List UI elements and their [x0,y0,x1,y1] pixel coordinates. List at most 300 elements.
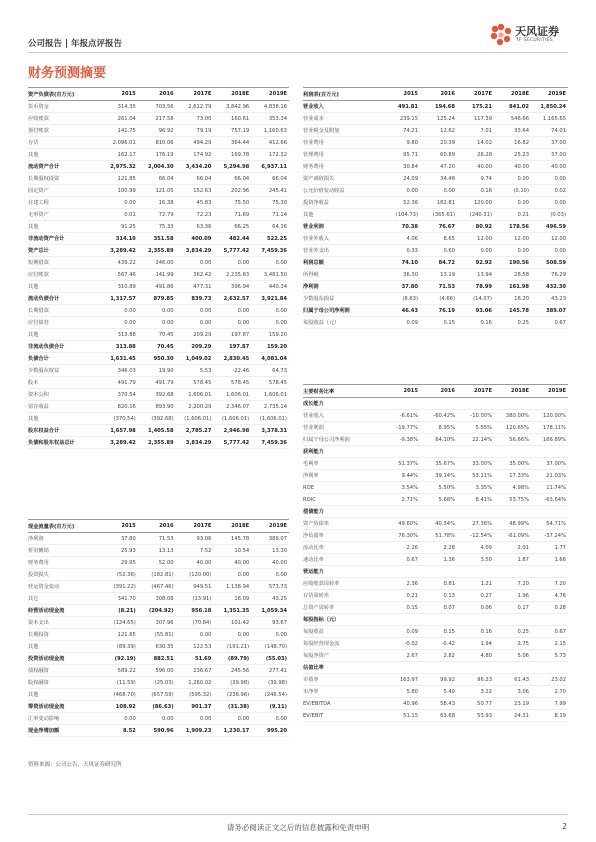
value-cell: (92.19) [100,653,138,665]
value-cell: 13.13 [138,545,176,557]
value-cell: 0.00 [251,713,289,725]
year-header-cell: 2016 [138,88,176,101]
row-label-cell: 应付账款 [28,269,100,281]
value-cell: 630.35 [138,641,176,653]
value-cell: 1,138.94 [213,581,251,593]
table-row [28,185,289,197]
value-cell: 96.23 [457,674,494,686]
value-cell: 0.16 [457,185,494,197]
value-cell: 491.79 [138,377,176,389]
row-label-cell: 净利润 [303,281,383,293]
value-cell: 5,777.42 [213,437,251,449]
value-cell: 1,909.23 [176,725,214,737]
value-cell: 546.66 [494,113,531,125]
row-label-cell: 其他 [28,413,100,425]
value-cell: 71.14 [251,209,289,221]
section-heading-row [303,506,568,518]
value-cell: 64.36 [251,221,289,233]
value-cell: 75.50 [213,197,251,209]
value-cell: 0.16 [457,317,494,329]
value-cell: 7.52 [176,545,214,557]
value-cell: 13.30 [251,545,289,557]
value-cell: 3,378.31 [251,425,289,437]
value-cell: 39.14% [420,470,457,482]
value-cell: 482.44 [213,233,251,245]
value-cell: 101.42 [213,617,251,629]
value-cell: 0.15 [383,602,420,614]
value-cell: (86.63) [138,701,176,713]
value-cell: 8.52 [100,725,138,737]
value-cell: 4,838.16 [251,101,289,113]
value-cell: 522.25 [251,233,289,245]
row-label-cell: 偿债能力 [303,506,383,518]
table-row [28,389,289,401]
value-cell: 79.19 [176,125,214,137]
table-row [303,161,568,173]
value-cell: 202.96 [213,185,251,197]
table-row [28,401,289,413]
value-cell [420,614,457,626]
value-cell: 3,434.20 [176,161,214,173]
year-header-cell: 2017E [457,88,494,101]
row-label-cell: 其他 [28,281,100,293]
value-cell [457,398,494,410]
value-cell: 70.45 [138,329,176,341]
value-cell: 341.70 [100,593,138,605]
value-cell: 50.77 [457,698,494,710]
value-cell: 820.16 [100,401,138,413]
value-cell: 2,975.32 [100,161,138,173]
value-cell [457,446,494,458]
table-row [303,149,568,161]
table-row [28,605,289,617]
row-label-cell: 利润总额 [303,257,383,269]
value-cell: 5.06 [494,650,531,662]
row-label-cell: 净利润 [28,533,100,545]
value-cell: 2.75 [494,638,531,650]
value-cell: 73.00 [176,113,214,125]
table-row [303,686,568,698]
value-cell: 2,632.57 [213,293,251,305]
table-row [28,641,289,653]
value-cell: -37.24% [531,530,568,542]
value-cell: 40.00 [531,161,568,173]
value-cell: 61.43 [494,674,531,686]
value-cell: 66.25 [213,221,251,233]
value-cell: 0.00 [251,569,289,581]
table-row [303,530,568,542]
header-divider [28,52,568,53]
value-cell: (8.21) [100,605,138,617]
value-cell: 76.29 [531,269,568,281]
value-cell: 159.20 [251,341,289,353]
value-cell: 145.78 [494,305,531,317]
value-cell: 2,200.29 [176,401,214,413]
table-row [303,185,568,197]
data-source-note: 资料来源：公司公告，天风证券研究所 [28,762,122,768]
report-type-label: 公司报告 | 年报点评报告 [28,39,123,49]
value-cell: 11.74% [531,482,568,494]
table-title-cell: 现金流量表(百万元) [28,520,100,533]
value-cell: 0.28 [531,602,568,614]
table-row [28,569,289,581]
value-cell: 5.55% [457,422,494,434]
table-row [303,137,568,149]
value-cell: -0.02 [383,638,420,650]
row-label-cell: 营业外收入 [303,233,383,245]
row-label-cell: 市盈率 [303,674,383,686]
table-header-row [303,385,568,398]
value-cell: 34.48 [420,173,457,185]
value-cell: 16.82 [494,137,531,149]
value-cell: 239.15 [383,113,420,125]
value-cell: 175.21 [457,101,494,113]
table-row [303,590,568,602]
value-cell: (104.73) [383,209,420,221]
value-cell: 0.15 [420,626,457,638]
value-cell: 1,405.58 [138,425,176,437]
year-header-cell: 2019E [251,88,289,101]
value-cell: 2.36 [383,578,420,590]
table-row [28,725,289,737]
value-cell: 96.92 [138,125,176,137]
value-cell: 1,351.35 [213,605,251,617]
value-cell: 4.09 [457,542,494,554]
value-cell: 172.32 [251,149,289,161]
value-cell: 117.39 [457,113,494,125]
value-cell: 16.09 [213,593,251,605]
year-header-cell: 2018E [494,88,531,101]
value-cell: 174.92 [176,149,214,161]
value-cell: (124.65) [100,617,138,629]
value-cell: 7.99 [531,698,568,710]
value-cell: 0.60 [420,245,457,257]
row-label-cell: 估值比率 [303,662,383,674]
value-cell: (8.63) [383,293,420,305]
value-cell: (70.84) [176,617,214,629]
value-cell [494,566,531,578]
value-cell: 0.21 [494,209,531,221]
value-cell: (0.10) [494,185,531,197]
value-cell: 389.07 [251,533,289,545]
table-row [303,422,568,434]
income-statement-table [303,87,568,329]
value-cell: 7.20 [531,578,568,590]
value-cell [531,398,568,410]
value-cell: 9.74 [457,173,494,185]
table-row [303,638,568,650]
value-cell: 8.41% [457,494,494,506]
row-label-cell: 留存收益 [28,401,100,413]
value-cell: 508.59 [531,257,568,269]
table-title-cell: 利润表(百万元) [303,88,383,101]
row-label-cell: 应收账款 [28,113,100,125]
value-cell: 46.43 [383,305,420,317]
value-cell: 0.33 [383,245,420,257]
value-cell: 63.68 [420,710,457,722]
table-row [28,437,289,449]
value-cell: -22.46 [213,365,251,377]
value-cell: 573.73 [251,581,289,593]
value-cell: 2.15 [531,638,568,650]
value-cell: 58.43 [420,698,457,710]
table-title-cell: 主要财务比率 [303,385,383,398]
value-cell: 14.02 [457,137,494,149]
table-row [28,665,289,677]
value-cell: 12.00 [494,233,531,245]
value-cell: 161.98 [494,281,531,293]
value-cell: 0.00 [494,173,531,185]
table-row [303,221,568,233]
table-row [28,101,289,113]
row-label-cell: 投资活动现金流 [28,653,100,665]
table-row [303,257,568,269]
table-row [28,533,289,545]
value-cell: 5.68% [420,494,457,506]
value-cell: 392.68 [138,389,176,401]
row-label-cell: 营业收入 [303,101,383,113]
value-cell: 310.89 [100,281,138,293]
value-cell: 40.00 [251,557,289,569]
value-cell: (25.03) [138,677,176,689]
value-cell: 245.56 [213,665,251,677]
row-label-cell: 其他 [28,329,100,341]
value-cell: 0.00 [176,257,214,269]
table-row [28,197,289,209]
value-cell: 703.56 [138,101,176,113]
table-row [28,689,289,701]
value-cell: 810.06 [138,137,176,149]
row-label-cell: 无形资产 [28,209,100,221]
value-cell: 178.11% [531,422,568,434]
row-label-cell: 其他 [28,641,100,653]
table-row [28,281,289,293]
value-cell [494,398,531,410]
value-cell: 159.20 [251,329,289,341]
row-label-cell: 汇率变动影响 [28,713,100,725]
value-cell: 93.06 [457,305,494,317]
value-cell: 0.21 [383,590,420,602]
value-cell: 0.17 [494,602,531,614]
value-cell: 176.19 [138,149,176,161]
value-cell: 121.65 [100,629,138,641]
value-cell: -10.00% [457,410,494,422]
year-header-cell: 2018E [213,88,251,101]
table-row [303,578,568,590]
value-cell: 26.28 [457,149,494,161]
value-cell [457,662,494,674]
table-row [303,710,568,722]
value-cell: 45.83 [176,197,214,209]
row-label-cell: 资产总计 [28,245,100,257]
value-cell: 0.00 [100,713,138,725]
value-cell: 163.97 [383,674,420,686]
value-cell: 20.39 [420,137,457,149]
value-cell: 5,777.42 [213,245,251,257]
value-cell: 8.95% [420,422,457,434]
value-cell: 4.80 [457,650,494,662]
row-label-cell: ROIC [303,494,383,506]
value-cell: 3,289.42 [100,437,138,449]
row-label-cell: 存货 [28,137,100,149]
row-label-cell: 每股指标（元） [303,614,383,626]
row-label-cell: 少数股东权益 [28,365,100,377]
cash-flow-table [28,519,289,737]
row-label-cell: 归属于母公司净利润 [303,305,383,317]
value-cell: 121.05 [138,185,176,197]
row-label-cell: 毛利率 [303,458,383,470]
value-cell: 78.99 [457,281,494,293]
value-cell: 2.82 [420,650,457,662]
value-cell: 16.38 [138,197,176,209]
value-cell: 152.63 [176,185,214,197]
value-cell: 0.00 [420,185,457,197]
value-cell: 1.21 [457,578,494,590]
value-cell: 995.20 [251,725,289,737]
value-cell [420,398,457,410]
value-cell: 2,735.14 [251,401,289,413]
table-row [28,365,289,377]
value-cell: (468.70) [100,689,138,701]
value-cell: 30.84 [383,161,420,173]
value-cell: 0.07 [420,602,457,614]
table-row [303,458,568,470]
value-cell: 51.15 [383,710,420,722]
value-cell: 160.61 [213,113,251,125]
value-cell: (31.38) [213,701,251,713]
value-cell: 3,842.96 [213,101,251,113]
value-cell: 141.75 [100,125,138,137]
value-cell: 33.64 [494,125,531,137]
value-cell: -63.64% [531,494,568,506]
year-header-cell: 2019E [531,88,568,101]
row-label-cell: 管理费用 [303,149,383,161]
value-cell: (11.59) [100,677,138,689]
value-cell: 277.41 [251,665,289,677]
flower-logo-icon [488,22,514,48]
value-cell: 52.00 [138,557,176,569]
value-cell: 0.00 [100,317,138,329]
value-cell: 52.36 [383,197,420,209]
value-cell: 1,606.01 [176,389,214,401]
year-header-cell: 2015 [100,520,138,533]
value-cell: 1,606.01 [213,389,251,401]
value-cell: (148.70) [251,641,289,653]
row-label-cell: 营业收入 [303,410,383,422]
value-cell: 21.03% [531,470,568,482]
value-cell: 477.31 [176,281,214,293]
value-cell: (55.03) [251,653,289,665]
value-cell: 0.00 [176,317,214,329]
value-cell [531,614,568,626]
table-row [28,293,289,305]
value-cell: 7,459.36 [251,245,289,257]
value-cell: 2.70 [531,686,568,698]
row-label-cell: 其他 [28,221,100,233]
row-label-cell: 负债合计 [28,353,100,365]
row-label-cell: 长期投资 [28,629,100,641]
value-cell: 53.93 [457,710,494,722]
value-cell [457,506,494,518]
value-cell: 3.35% [457,482,494,494]
value-cell: 4.06 [383,233,420,245]
table-row [28,629,289,641]
value-cell: 2,004.30 [138,161,176,173]
value-cell: 596.00 [138,665,176,677]
value-cell: 70.38 [383,221,420,233]
value-cell: (1,606.01) [176,413,214,425]
row-label-cell: 筹资活动现金流 [28,701,100,713]
value-cell [420,446,457,458]
value-cell: 0.00 [531,245,568,257]
value-cell: 1,657.98 [100,425,138,437]
value-cell [531,506,568,518]
value-cell: 2,355.89 [138,245,176,257]
row-label-cell: EV/EBITDA [303,698,383,710]
value-cell: 91.25 [100,221,138,233]
value-cell: 74.01 [531,125,568,137]
value-cell: 37.80 [100,533,138,545]
value-cell: 12.00 [531,233,568,245]
table-row [28,173,289,185]
value-cell: 6,937.11 [251,161,289,173]
value-cell: 494.29 [176,137,214,149]
table-row [28,329,289,341]
value-cell: 2,946.98 [213,425,251,437]
value-cell: 0.09 [383,317,420,329]
value-cell: 236.67 [176,665,214,677]
value-cell: 0.00 [494,245,531,257]
value-cell: 71.53 [420,281,457,293]
table-title-cell: 资产负债表(百万元) [28,88,100,101]
value-cell [420,566,457,578]
value-cell: 0.00 [251,317,289,329]
row-label-cell: 营运资金变动 [28,581,100,593]
row-label-cell: 货币资金 [28,101,100,113]
row-label-cell: 营运能力 [303,566,383,578]
value-cell: 567.46 [100,269,138,281]
value-cell: 839.73 [176,293,214,305]
value-cell: 37.00 [531,149,568,161]
value-cell: 949.51 [176,581,214,593]
value-cell: (191.21) [213,641,251,653]
table-row [303,650,568,662]
value-cell: (0.03) [531,209,568,221]
value-cell: 37.80 [383,281,420,293]
row-label-cell: 其他 [303,209,383,221]
value-cell: (657.59) [138,689,176,701]
table-row [303,245,568,257]
row-label-cell: 财务费用 [303,161,383,173]
row-label-cell: 其他 [28,149,100,161]
section-heading-row [303,566,568,578]
row-label-cell: 资本公积 [28,389,100,401]
value-cell: 0.00 [213,629,251,641]
value-cell: 400.09 [176,233,214,245]
value-cell: 0.67 [383,554,420,566]
year-header-cell: 2016 [420,385,457,398]
row-label-cell: 其它 [28,593,100,605]
value-cell: 3,834.29 [176,245,214,257]
value-cell: 578.45 [251,377,289,389]
value-cell: 0.00 [100,305,138,317]
row-label-cell: 资本支出 [28,617,100,629]
table-row [28,425,289,437]
value-cell: 162.17 [100,149,138,161]
table-row [28,617,289,629]
table-row [28,209,289,221]
table-row [303,434,568,446]
